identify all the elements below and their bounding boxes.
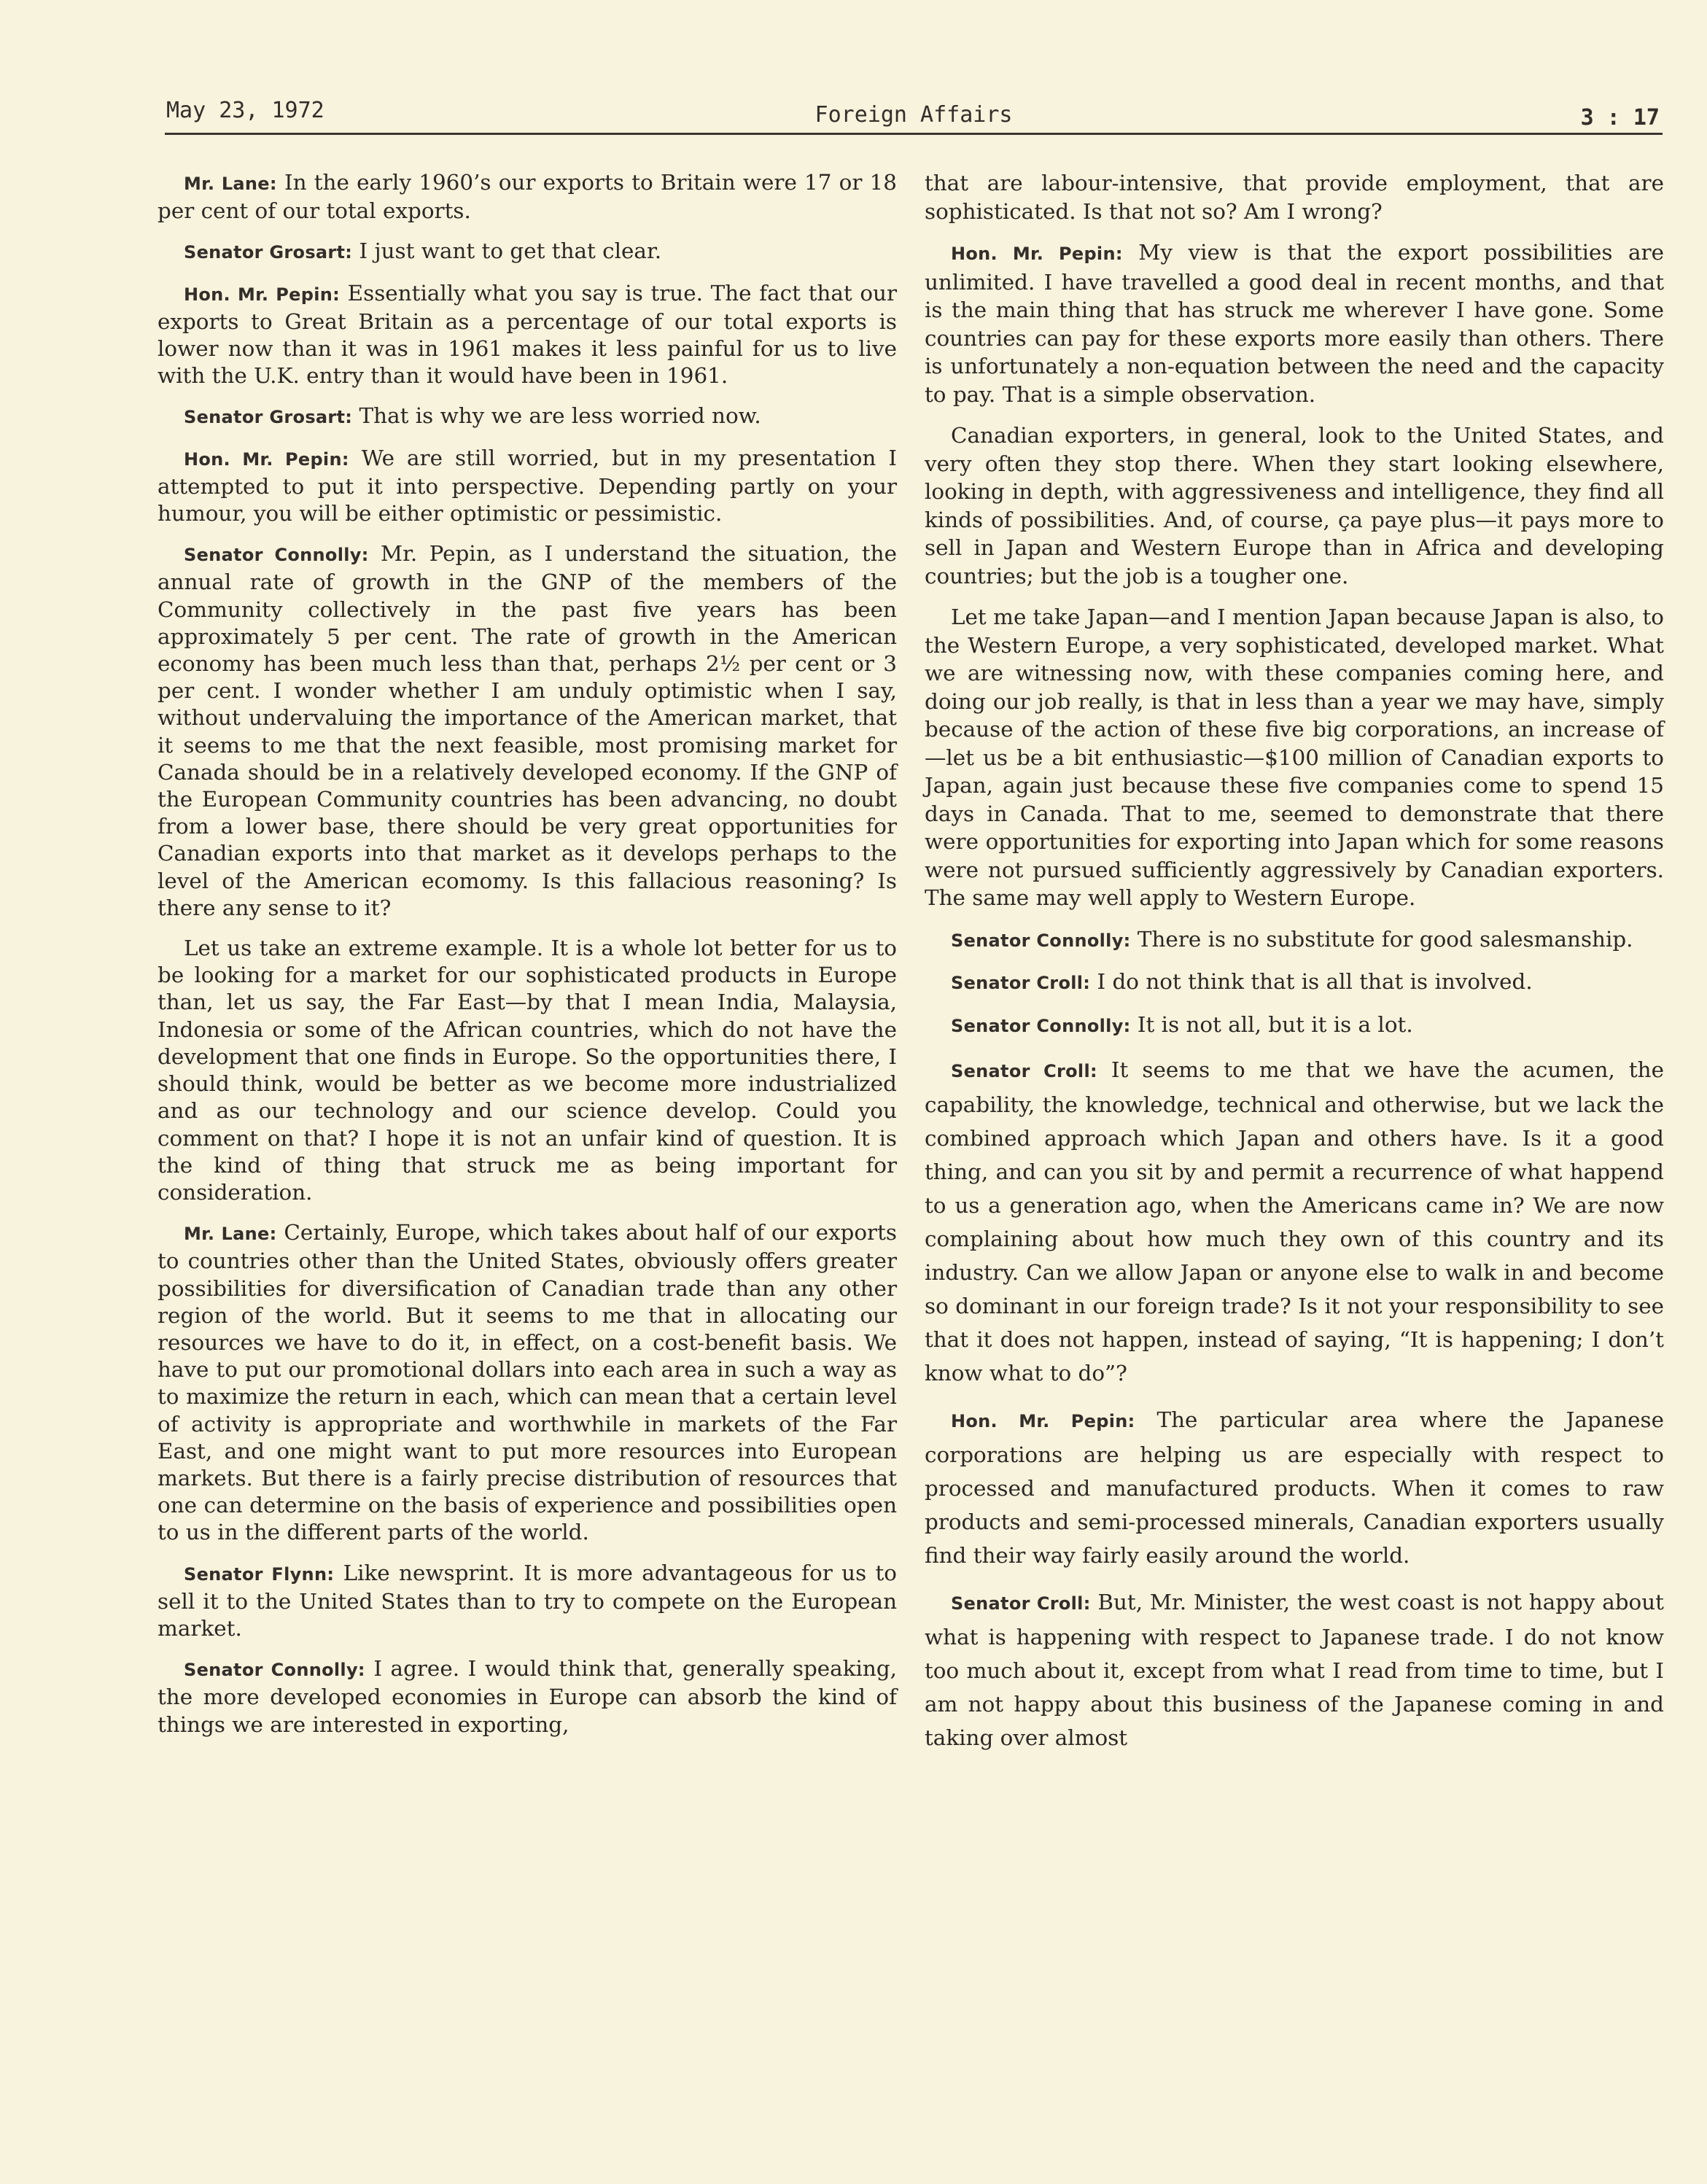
paragraph bbox=[158, 1560, 897, 1643]
speaker-label: Senator Grosart: bbox=[184, 242, 353, 263]
speaker-label: Senator Croll: bbox=[951, 973, 1091, 993]
paragraph-text: Let us take an extreme example. It is a whole lot better for us to be looking for a market for our sophisticated products in Europe than, let us say, the Far East—by that I mean India, Malaysia, Indonesia or some of the African countries, which do not have the development that one finds in Europe. So the opportunities there, I should think, would be better as we become more industrialized and as our technology and our science develop. Could you comment on that? I hope it is not an unfair kind of question. It is the kind of thing that struck me as being important for consideration. bbox=[158, 936, 897, 1205]
left-column bbox=[158, 169, 897, 1752]
speaker-label: Senator Connolly: bbox=[951, 1015, 1131, 1036]
paragraph bbox=[158, 935, 897, 1206]
header-page-number: 3 : 17 bbox=[1580, 105, 1660, 131]
paragraph bbox=[925, 1585, 1664, 1754]
paragraph bbox=[158, 238, 897, 266]
paragraph-text: Essentially what you say is true. The fact that our exports to Great Britain as a percentage of our total exports is lower now than it was in 1961 makes it less painful for us to live with the U.K. entry than it would have been in 1961. bbox=[158, 280, 897, 389]
paragraph-text: My view is that the export possibilities are unlimited. I have travelled a good deal in recent months, and that is the main thing that has struck me wherever I have gone. Some countries can pay for these exports more easily than others. There is unfortunately a non-equation between the need and the capacity to pay. That is a simple observation. bbox=[925, 240, 1664, 407]
paragraph bbox=[925, 1403, 1664, 1572]
paragraph bbox=[925, 1011, 1664, 1041]
speaker-label: Hon. Mr. Pepin: bbox=[951, 244, 1123, 264]
paragraph bbox=[158, 403, 897, 431]
paragraph bbox=[925, 925, 1664, 955]
paragraph bbox=[925, 603, 1664, 912]
paragraph-text: Like newsprint. It is more advantageous for us to sell it to the United States than to try to compete on the European market. bbox=[158, 1560, 897, 1641]
speaker-label: Senator Connolly: bbox=[184, 545, 369, 566]
paragraph-text: We are still worried, but in my presentation I attempted to put it into perspective. Depending partly on your humour, you will be either optimistic or pessimistic. bbox=[158, 445, 898, 526]
paragraph bbox=[925, 1053, 1664, 1390]
paragraph bbox=[158, 1219, 897, 1546]
speaker-label: Senator Flynn: bbox=[184, 1563, 335, 1585]
speaker-label: Senator Connolly: bbox=[951, 930, 1131, 951]
right-column bbox=[925, 169, 1664, 1768]
paragraph bbox=[158, 169, 897, 225]
paragraph-text: Mr. Pepin, as I understand the situation, the annual rate of growth in the GNP of the members of the Community collectively in the past five years has been approximately 5 per cent. The rate of growth in the American economy has been much less than that, perhaps 2½ per cent or 3 per cent. I wonder whether I am unduly optimistic when I say, without undervaluing the importance of the American market, that it seems to me that the next feasible, most promising market for Canada should be in a relatively developed economy. If the GNP of the European Community countries has been advancing, no doubt from a lower base, there should be very great opportunities for Canadian exports into that market as it develops perhaps to the level of the American ecomomy. Is this fallacious reasoning? Is there any sense to it? bbox=[158, 541, 897, 920]
speaker-label: Hon. Mr. Pepin: bbox=[184, 284, 341, 305]
header-title: Foreign Affairs bbox=[814, 102, 1013, 128]
paragraph-text: that are labour-intensive, that provide employment, that are sophisticated. Is that not so? Am I wrong? bbox=[925, 171, 1664, 224]
paragraph bbox=[925, 421, 1664, 590]
speaker-label: Senator Connolly: bbox=[184, 1660, 365, 1681]
speaker-label: Hon. Mr. Pepin: bbox=[951, 1411, 1135, 1431]
paragraph-text: I do not think that is all that is involved. bbox=[1090, 969, 1533, 994]
paragraph-text: But, Mr. Minister, the west coast is not happy about what is happening with respect to Japanese trade. I do not know too much about it, except from what I read from time to time, but I am not happy about this business of the Japanese coming in and taking over almost bbox=[925, 1590, 1664, 1750]
paragraph bbox=[925, 238, 1664, 408]
paragraph-text: It is not all, but it is a lot. bbox=[1130, 1011, 1413, 1037]
paragraph bbox=[158, 1655, 897, 1738]
speaker-label: Mr. Lane: bbox=[184, 1224, 277, 1245]
paragraph-text: I just want to get that clear. bbox=[352, 238, 662, 264]
speaker-label: Senator Grosart: bbox=[184, 407, 353, 428]
paragraph bbox=[158, 540, 897, 922]
paragraph-text: I agree. I would think that, generally speaking, the more developed economies in Europe can absorb the kind of things we are interested in exporting, bbox=[158, 1656, 898, 1737]
paragraph-text: That is why we are less worried now. bbox=[352, 403, 761, 429]
page-header bbox=[165, 95, 1663, 135]
speaker-label: Mr. Lane: bbox=[184, 174, 277, 194]
speaker-label: Hon. Mr. Pepin: bbox=[184, 448, 349, 470]
paragraph-text: There is no substitute for good salesmanship. bbox=[1130, 926, 1633, 952]
paragraph-text: It seems to me that we have the acumen, the capability, the knowledge, technical and otherwise, but we lack the combined approach which Japan and others have. Is it a good thing, and can you sit by and permit a recurrence of what happend to us a generation ago, when the Americans came in? We are now complaining about how much they own of this country and its industry. Can we allow Japan or anyone else to walk in and become so dominant in our foreign trade? Is it not your responsibility to see that it does not happen, instead of saying, “It is happening; I don’t know what to do”? bbox=[925, 1057, 1664, 1386]
paragraph-text: Certainly, Europe, which takes about half of our exports to countries other than the United States, obviously offers greater possibilities for diversification of Canadian trade than any other region of the world. But it seems to me that in allocating our resources we have to do it, in effect, on a cost-benefit basis. We have to put our promotional dollars into each area in such a way as to maximize the return in each, which can mean that a certain level of activity is appropriate and worthwhile in markets of the Far East, and one might want to put more resources into European markets. But there is a fairly precise distribution of resources that one can determine on the basis of experience and possibilities open to us in the different parts of the world. bbox=[158, 1220, 897, 1545]
paragraph bbox=[925, 968, 1664, 998]
paragraph-text: In the early 1960’s our exports to Britain were 17 or 18 per cent of our total exports. bbox=[158, 170, 897, 224]
paragraph bbox=[925, 169, 1664, 225]
paragraph bbox=[158, 280, 897, 390]
paragraph bbox=[158, 445, 897, 528]
header-date: May 23, 1972 bbox=[166, 98, 324, 123]
speaker-label: Senator Croll: bbox=[951, 1061, 1097, 1081]
paragraph-text: Canadian exporters, in general, look to the United States, and very often they stop there. When they start looking elsewhere, looking in depth, with aggressiveness and intelligence, they find all kinds of possibilities. And, of course, ça paye plus—it pays more to sell in Japan and Western Europe than in Africa and developing countries; but the job is a tougher one. bbox=[925, 423, 1664, 588]
paragraph-text: The particular area where the Japanese corporations are helping us are especially with respect to processed and manufactured products. When it comes to raw products and semi-processed minerals, Canadian exporters usually find their way fairly easily around the world. bbox=[925, 1407, 1665, 1568]
paragraph-text: Let me take Japan—and I mention Japan because Japan is also, to the Western Europe, a very sophisticated, developed market. What we are witnessing now, with these companies coming here, and doing our job really, is that in less than a year we may have, simply because of the action of these five big corporations, an increase of—let us be a bit enthusiastic—$100 million of Canadian exports to Japan, again just because these five companies come to spend 15 days in Canada. That to me, seemed to demonstrate that there were opportunities for exporting into Japan which for some reasons were not pursued sufficiently aggressively by Canadian exporters. The same may well apply to Western Europe. bbox=[925, 605, 1664, 910]
speaker-label: Senator Croll: bbox=[951, 1593, 1091, 1614]
